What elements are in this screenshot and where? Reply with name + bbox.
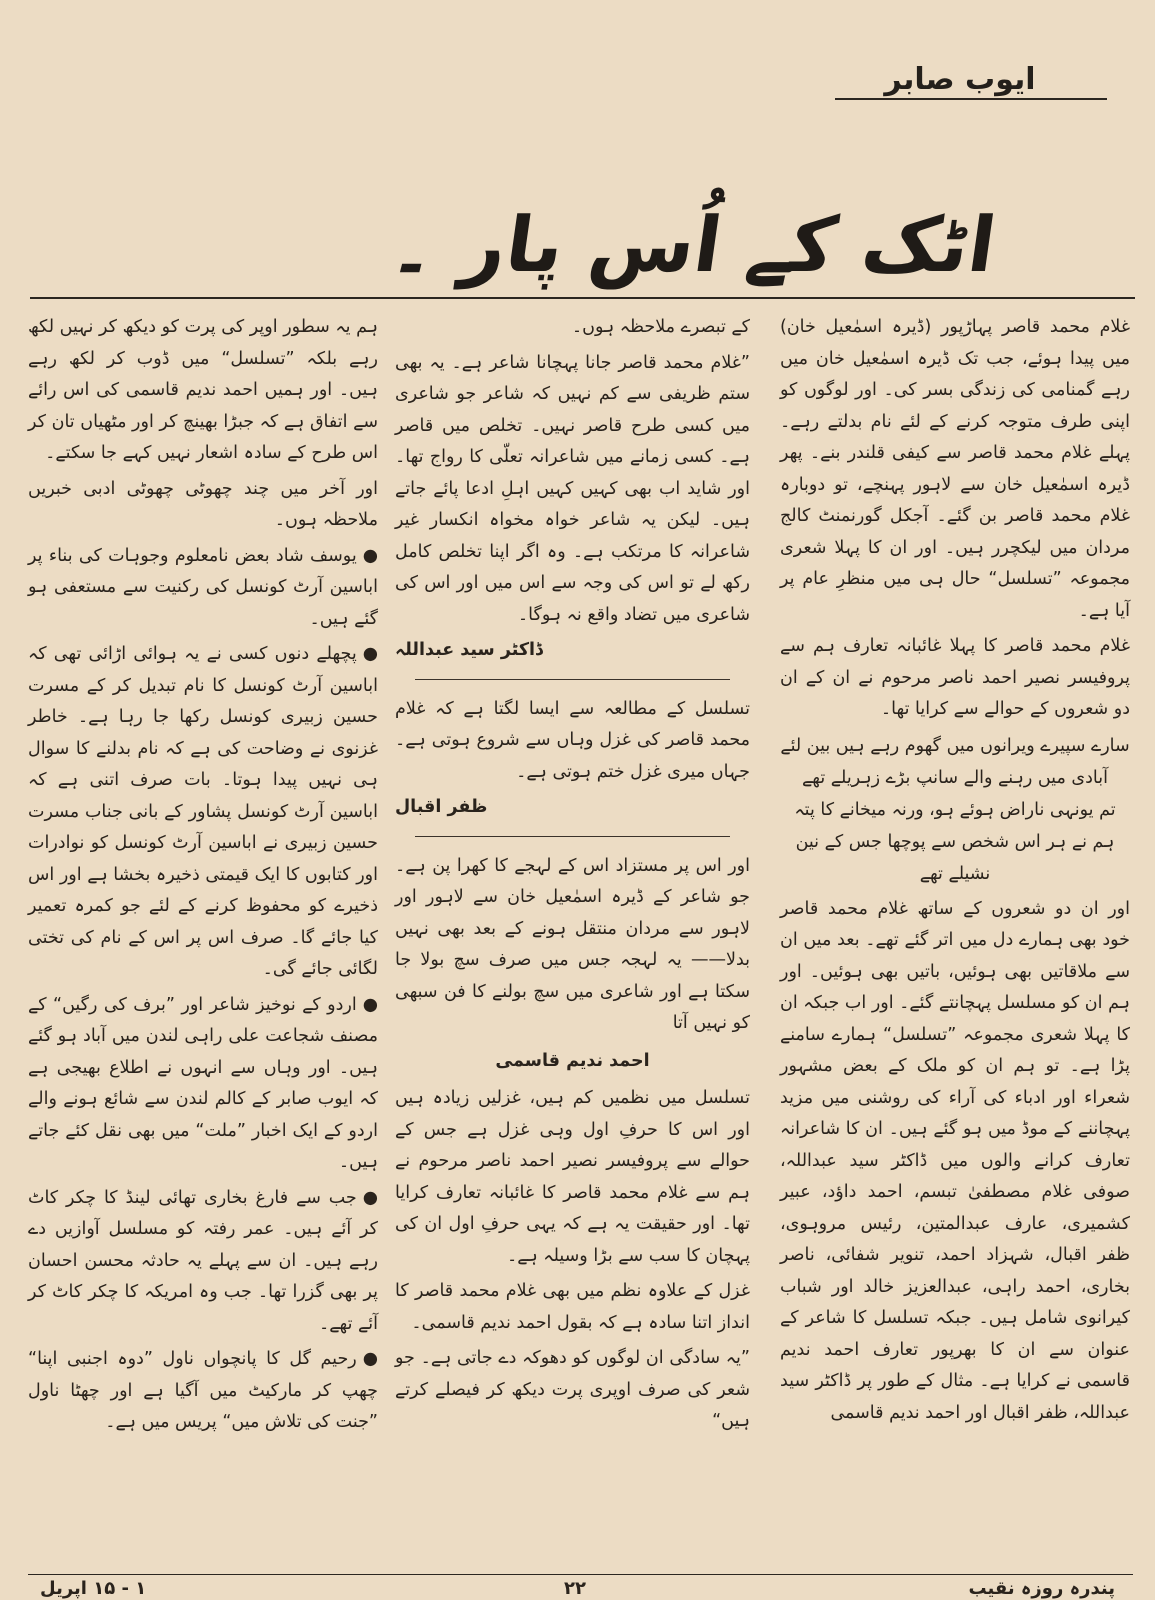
poem-line: تم یونہی ناراض ہوئے ہو، ورنہ میخانے کا پتہ — [794, 799, 1116, 820]
paragraph: ”یہ سادگی ان لوگوں کو دھوکہ دے جاتی ہے۔ جو شعر کی صرف اوپری پرت دیکھ کر فیصلے کرتے ہیں“ — [395, 1348, 750, 1431]
poem-line: سارے سپیرے ویرانوں میں گھوم رہے ہیں بین لئے — [780, 735, 1130, 756]
news-text: اردو کے نوخیز شاعر اور ”برف کی رگیں“ کے مصنف شجاعت علی راہی لندن میں آباد ہو گئے ہیں۔ اور وہاں سے انہوں نے اطلاع بھیجی ہے کہ ایوب صابر کے کالم لندن سے شائع ہونے والے اردو کے ایک اخبار ”ملت“ میں بھی نقل کئے جاتے ہیں۔ — [28, 994, 378, 1172]
title-divider — [30, 297, 1135, 299]
author-underline — [835, 98, 1107, 100]
bullet-icon: ● — [362, 644, 378, 664]
poem-line: آبادی میں رہنے والے سانپ بڑے زہریلے تھے — [802, 767, 1108, 788]
bullet-icon: ● — [362, 1187, 378, 1208]
signature: احمد ندیم قاسمی — [495, 1050, 650, 1071]
issue-date: ۱ - ۱۵ اپریل — [40, 1578, 147, 1599]
column-left — [28, 312, 378, 1443]
publication-name: پندرہ روزہ نقیب — [968, 1578, 1115, 1599]
news-item — [28, 1183, 378, 1341]
news-item — [28, 541, 378, 636]
section-divider — [415, 836, 730, 837]
article-title: اٹک کے اُس پار ۔ — [385, 200, 1002, 289]
poem-line: ہم نے ہر اس شخص سے پوچھا جس کے نین نشیلے تھے — [795, 831, 1115, 884]
news-text: یوسف شاد بعض نامعلوم وجوہات کی بناء پر اباسین آرٹ کونسل کی رکنیت سے مستعفی ہو گئے ہیں۔ — [28, 545, 378, 629]
quote: ”غلام محمد قاصر جانا پہچانا شاعر ہے۔ یہ بھی ستم ظریفی سے کم نہیں کہ شاعر جو شاعری میں کسی طرح قاصر نہیں۔ تخلص میں قاصر ہے۔ کسی زمانے میں شاعرانہ تعلّی کا رواج تھا۔ اور شاید اب بھی کہیں کہیں اہلِ ادعا پائے جاتے ہیں۔ لیکن یہ شاعر خواہ مخواہ انکسار غیر شاعرانہ کا مرتکب ہے۔ وہ اگر اپنا تخلص کامل رکھ لے تو اس کی وجہ سے اس میں اور اس کی شاعری میں تضاد واقع نہ ہوگا۔ — [395, 352, 750, 625]
news-text: جب سے فارغ بخاری تھائی لینڈ کا چکر کاٹ کر آئے ہیں۔ عمر رفتہ کو مسلسل آوازیں دے رہے ہیں۔ ان سے پہلے یہ حادثہ محسن احسان پر بھی گزرا تھا۔ جب وہ امریکہ کا چکر کاٹ کر آئے تھے۔ — [28, 1187, 378, 1334]
quote: اور اس پر مستزاد اس کے لہجے کا کھرا پن ہے۔ جو شاعر کے ڈیرہ اسمٰعیل خان سے لاہور اور لاہور سے مردان منتقل ہونے کے بعد بھی نہیں بدلا—— یہ لہجہ جس میں صرف سچ بولا جا سکتا ہے اور شاعری میں سچ بولنے کا فن سبھی کو نہیں آتا — [395, 855, 750, 1033]
paragraph: غلام محمد قاصر کا پہلا غائبانہ تعارف ہم سے پروفیسر نصیر احمد ناصر مرحوم نے ان کے ان دو شعروں کے حوالے سے کرایا تھا۔ — [780, 636, 1130, 719]
news-text: پچھلے دنوں کسی نے یہ ہوائی اڑائی تھی کہ اباسین آرٹ کونسل کا نام تبدیل کر کے مسرت حسین زبیری کونسل رکھا جا رہا ہے۔ خاطر غزنوی نے وضاحت کی ہے کہ نام بدلنے کا سوال ہی نہیں پیدا ہوتا۔ بات صرف اتنی ہے کہ اباسین آرٹ کونسل پشاور کے بانی جناب مسرت حسین زبیری نے اباسین آرٹ کونسل کو نوادرات اور کتابوں کا ایک قیمتی ذخیرہ بخشا ہے اور اس ذخیرے کو محفوظ کرنے کے لئے جو کمرہ تعمیر کیا جائے گا۔ صرف اس پر اس کے نام کی تختی لگائی جائے گی۔ — [28, 644, 378, 979]
bullet-icon: ● — [362, 994, 378, 1015]
bullet-icon: ● — [362, 545, 378, 566]
paragraph: غزل کے علاوہ نظم میں بھی غلام محمد قاصر کا انداز اتنا سادہ ہے کہ بقول احمد ندیم قاسمی۔ — [395, 1281, 750, 1333]
author-name: ایوب صابر — [884, 62, 1036, 97]
paragraph: کے تبصرے ملاحظہ ہوں۔ — [571, 317, 750, 337]
signature: ڈاکٹر سید عبداللہ — [395, 640, 543, 660]
column-right — [780, 312, 1130, 1433]
news-item — [28, 990, 378, 1179]
poem — [780, 730, 1130, 890]
paragraph: اور ان دو شعروں کے ساتھ غلام محمد قاصر خود بھی ہمارے دل میں اتر گئے تھے۔ بعد میں ان سے ملاقاتیں بھی ہوئیں، باتیں بھی ہوئیں۔ اور ہم ان کو مسلسل پہچانتے گئے۔ اور اب جبکہ ان کا پہلا شعری مجموعہ ”تسلسل“ ہمارے سامنے پڑا ہے۔ تو ہم ان کو ملک کے بعض مشہور شعراء اور ادباء کی آراء کی روشنی میں مزید پہچاننے کے موڈ میں ہو گئے ہیں۔ ان کا شاعرانہ تعارف کرانے والوں میں ڈاکٹر سید عبداللہ، صوفی غلام مصطفیٰ تبسم، احمد داؤد، عبیر کشمیری، عارف عبدالمتین، رئیس مروہوی، ظفر اقبال، شہزاد احمد، تنویر شفائی، ناصر بخاری، احمد راہی، عبدالعزیز خالد اور شباب کیرانوی شامل ہیں۔ جبکہ تسلسل کا شاعر کے عنوان سے ان کا بھرپور تعارف احمد ندیم قاسمی نے کرایا ہے۔ مثال کے طور پر ڈاکٹر سید عبداللہ، ظفر اقبال اور احمد ندیم قاسمی — [780, 898, 1130, 1423]
section-divider — [415, 679, 730, 680]
news-item — [28, 639, 378, 986]
signature: ظفر اقبال — [395, 797, 488, 817]
page-number: ۲۲ — [564, 1578, 586, 1599]
quote: تسلسل کے مطالعہ سے ایسا لگتا ہے کہ غلام محمد قاصر کی غزل وہاں سے شروع ہوتی ہے۔ جہاں میری غزل ختم ہوتی ہے۔ — [395, 698, 750, 782]
paragraph: ہم یہ سطور اوپر کی پرت کو دیکھ کر نہیں لکھ رہے بلکہ ”تسلسل“ میں ڈوب کر لکھ رہے ہیں۔ اور ہمیں احمد ندیم قاسمی کی اس رائے سے اتفاق ہے کہ جبڑا بھینچ کر اور مٹھیاں تان کر اس طرح کے سادہ اشعار نہیں کہے جا سکتے۔ — [28, 317, 378, 463]
news-text: رحیم گل کا پانچواں ناول ”دوہ اجنبی اپنا“ چھپ کر مارکیٹ میں آگیا ہے اور چھٹا ناول ”جنت کی تلاش میں“ پریس میں ہے۔ — [28, 1349, 378, 1432]
paragraph: تسلسل میں نظمیں کم ہیں، غزلیں زیادہ ہیں اور اس کا حرفِ اول وہی غزل ہے جس کے حوالے سے پروفیسر نصیر احمد ناصر مرحوم نے ہم سے غلام محمد قاصر کا غائبانہ تعارف کرایا تھا۔ اور حقیقت یہ ہے کہ یہی حرفِ اول ان کی پہچان کا سب سے بڑا وسیلہ ہے۔ — [395, 1088, 750, 1266]
paragraph: غلام محمد قاصر پہاڑپور (ڈیرہ اسمٰعیل خان) میں پیدا ہوئے، جب تک ڈیرہ اسمٰعیل خان میں رہے گمنامی کی زندگی بسر کی۔ اور لوگوں کو اپنی طرف متوجہ کرنے کے لئے نام بدلتے رہے۔ پہلے غلام محمد قاصر سے کیفی قلندر بنے۔ پھر ڈیرہ اسمٰعیل خان سے لاہور پہنچے، تو دوبارہ غلام محمد قاصر بن گئے۔ آجکل گورنمنٹ کالج مردان میں لیکچرر ہیں۔ اور ان کا پہلا شعری مجموعہ ”تسلسل“ حال ہی میں منظرِ عام پر آیا ہے۔ — [780, 317, 1130, 621]
paragraph: اور آخر میں چند چھوٹی چھوٹی ادبی خبریں ملاحظہ ہوں۔ — [28, 478, 378, 530]
column-middle — [395, 312, 750, 1442]
footer-divider — [28, 1574, 1133, 1575]
bullet-icon: ● — [362, 1349, 378, 1369]
news-item — [28, 1344, 378, 1439]
